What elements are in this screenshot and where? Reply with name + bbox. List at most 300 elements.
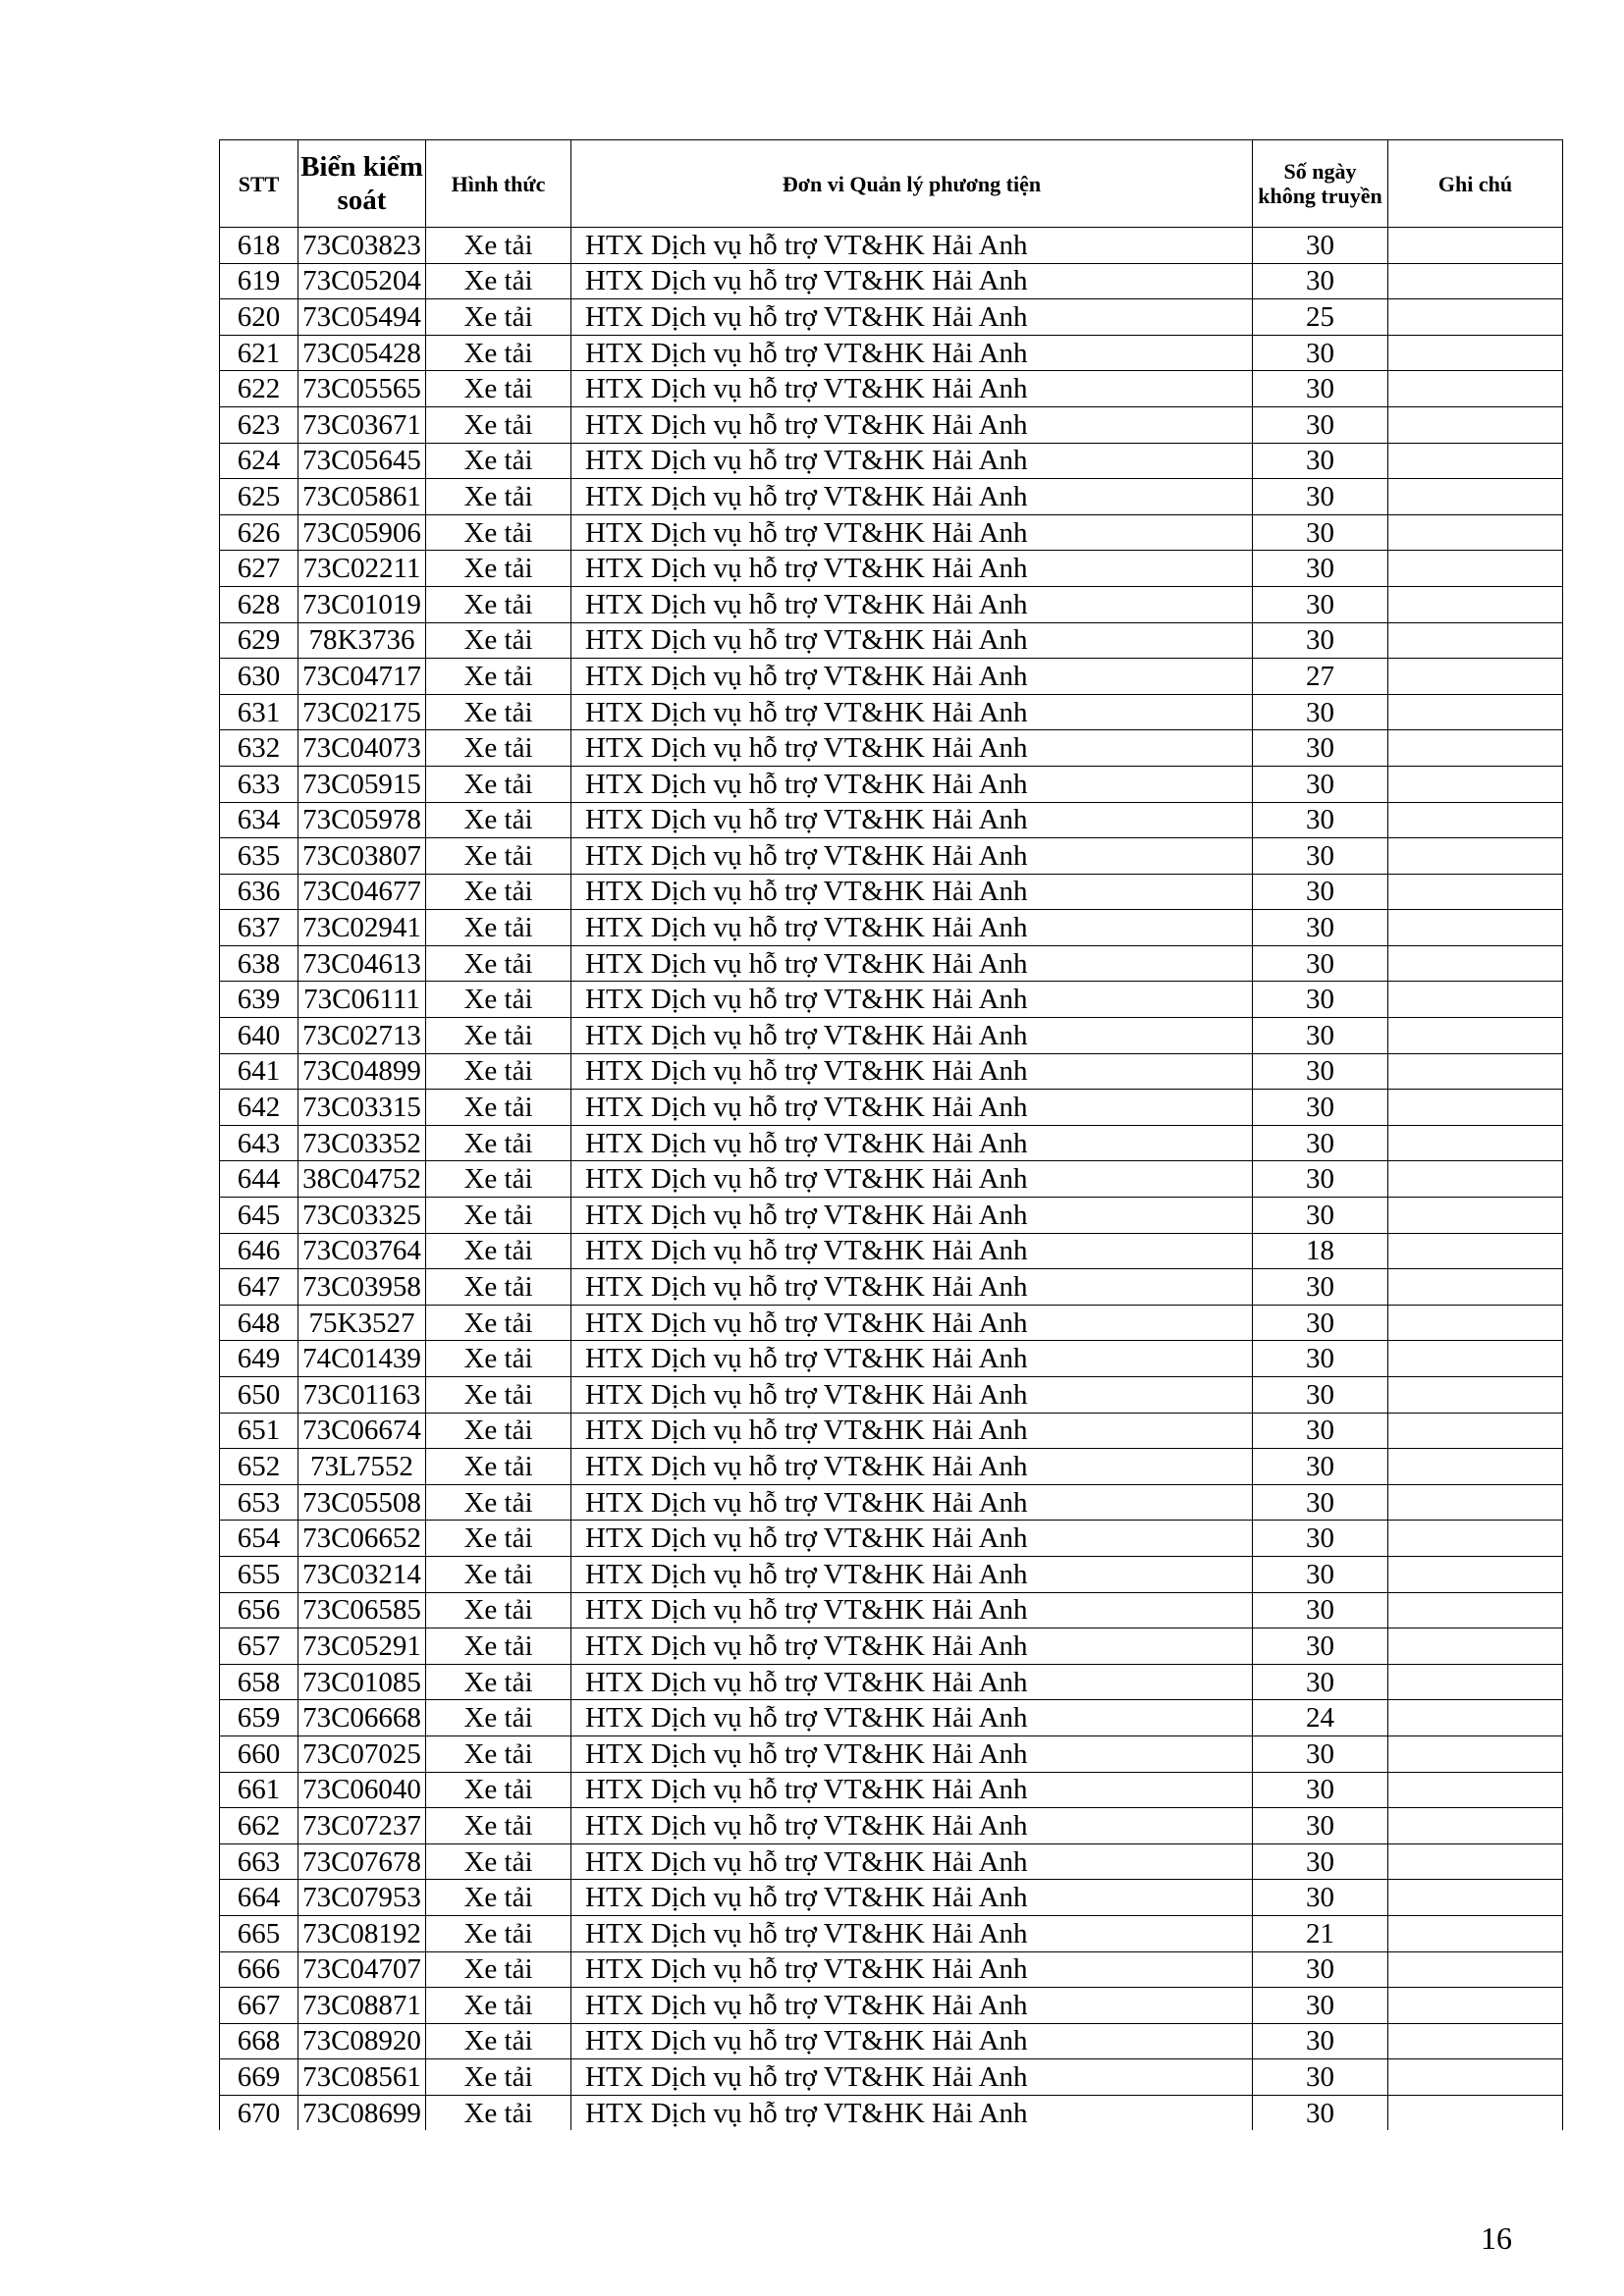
cell-so-ngay: 30	[1253, 514, 1388, 551]
cell-ghi-chu	[1388, 1090, 1563, 1126]
cell-so-ngay: 30	[1253, 2095, 1388, 2130]
cell-hinh-thuc: Xe tải	[426, 802, 571, 838]
table-row	[220, 982, 1563, 1018]
cell-so-ngay: 30	[1253, 1808, 1388, 1844]
cell-don-vi: HTX Dịch vụ hỗ trợ VT&HK Hải Anh	[571, 406, 1253, 443]
cell-so-ngay: 30	[1253, 1988, 1388, 2024]
cell-stt: 635	[220, 838, 298, 875]
cell-so-ngay: 30	[1253, 1341, 1388, 1377]
cell-ghi-chu	[1388, 514, 1563, 551]
cell-so-ngay: 30	[1253, 874, 1388, 910]
table-row	[220, 1413, 1563, 1449]
cell-so-ngay: 30	[1253, 1735, 1388, 1772]
table-row	[220, 838, 1563, 875]
cell-stt: 637	[220, 910, 298, 946]
table-row	[220, 406, 1563, 443]
cell-hinh-thuc: Xe tải	[426, 622, 571, 659]
cell-bien-kiem-soat: 73C04677	[298, 874, 426, 910]
cell-hinh-thuc: Xe tải	[426, 551, 571, 587]
cell-hinh-thuc: Xe tải	[426, 838, 571, 875]
cell-stt: 667	[220, 1988, 298, 2024]
cell-ghi-chu	[1388, 1772, 1563, 1808]
table-row	[220, 622, 1563, 659]
cell-ghi-chu	[1388, 622, 1563, 659]
cell-hinh-thuc: Xe tải	[426, 766, 571, 802]
cell-stt: 658	[220, 1664, 298, 1700]
cell-ghi-chu	[1388, 1951, 1563, 1988]
cell-ghi-chu	[1388, 2095, 1563, 2130]
cell-so-ngay: 30	[1253, 335, 1388, 371]
cell-bien-kiem-soat: 73C06111	[298, 982, 426, 1018]
cell-bien-kiem-soat: 73C02175	[298, 694, 426, 730]
cell-ghi-chu	[1388, 1988, 1563, 2024]
cell-stt: 641	[220, 1053, 298, 1090]
table-header-row	[220, 140, 1563, 228]
cell-stt: 620	[220, 299, 298, 336]
cell-stt: 647	[220, 1269, 298, 1306]
cell-so-ngay: 30	[1253, 1018, 1388, 1054]
table-row	[220, 514, 1563, 551]
cell-ghi-chu	[1388, 1808, 1563, 1844]
cell-bien-kiem-soat: 73C02713	[298, 1018, 426, 1054]
cell-hinh-thuc: Xe tải	[426, 1198, 571, 1234]
cell-hinh-thuc: Xe tải	[426, 1700, 571, 1736]
cell-ghi-chu	[1388, 1125, 1563, 1161]
cell-ghi-chu	[1388, 1377, 1563, 1414]
cell-stt: 640	[220, 1018, 298, 1054]
cell-so-ngay: 30	[1253, 1880, 1388, 1916]
cell-don-vi: HTX Dịch vụ hỗ trợ VT&HK Hải Anh	[571, 766, 1253, 802]
cell-ghi-chu	[1388, 406, 1563, 443]
cell-don-vi: HTX Dịch vụ hỗ trợ VT&HK Hải Anh	[571, 1592, 1253, 1629]
cell-stt: 666	[220, 1951, 298, 1988]
cell-stt: 636	[220, 874, 298, 910]
cell-don-vi: HTX Dịch vụ hỗ trợ VT&HK Hải Anh	[571, 1053, 1253, 1090]
cell-ghi-chu	[1388, 263, 1563, 299]
cell-ghi-chu	[1388, 1915, 1563, 1951]
cell-bien-kiem-soat: 73C05915	[298, 766, 426, 802]
cell-stt: 653	[220, 1484, 298, 1521]
table-row	[220, 874, 1563, 910]
cell-so-ngay: 30	[1253, 1664, 1388, 1700]
cell-ghi-chu	[1388, 1161, 1563, 1198]
cell-bien-kiem-soat: 73C03671	[298, 406, 426, 443]
cell-ghi-chu	[1388, 1484, 1563, 1521]
cell-hinh-thuc: Xe tải	[426, 1808, 571, 1844]
cell-stt: 651	[220, 1413, 298, 1449]
cell-bien-kiem-soat: 73C06668	[298, 1700, 426, 1736]
cell-hinh-thuc: Xe tải	[426, 1880, 571, 1916]
cell-so-ngay: 30	[1253, 910, 1388, 946]
cell-don-vi: HTX Dịch vụ hỗ trợ VT&HK Hải Anh	[571, 1772, 1253, 1808]
cell-ghi-chu	[1388, 1233, 1563, 1269]
cell-ghi-chu	[1388, 228, 1563, 264]
table-row	[220, 1880, 1563, 1916]
cell-so-ngay: 30	[1253, 586, 1388, 622]
cell-ghi-chu	[1388, 1305, 1563, 1341]
cell-ghi-chu	[1388, 1880, 1563, 1916]
cell-so-ngay: 27	[1253, 659, 1388, 695]
cell-don-vi: HTX Dịch vụ hỗ trợ VT&HK Hải Anh	[571, 1377, 1253, 1414]
cell-hinh-thuc: Xe tải	[426, 263, 571, 299]
cell-stt: 654	[220, 1521, 298, 1557]
cell-stt: 650	[220, 1377, 298, 1414]
cell-so-ngay: 21	[1253, 1915, 1388, 1951]
cell-don-vi: HTX Dịch vụ hỗ trợ VT&HK Hải Anh	[571, 1951, 1253, 1988]
cell-so-ngay: 30	[1253, 622, 1388, 659]
cell-hinh-thuc: Xe tải	[426, 1018, 571, 1054]
cell-stt: 668	[220, 2023, 298, 2059]
table-row	[220, 479, 1563, 515]
cell-ghi-chu	[1388, 1018, 1563, 1054]
table-row	[220, 1521, 1563, 1557]
cell-so-ngay: 30	[1253, 1592, 1388, 1629]
cell-don-vi: HTX Dịch vụ hỗ trợ VT&HK Hải Anh	[571, 263, 1253, 299]
table-row	[220, 2059, 1563, 2096]
cell-ghi-chu	[1388, 2023, 1563, 2059]
cell-so-ngay: 30	[1253, 1843, 1388, 1880]
cell-stt: 652	[220, 1449, 298, 1485]
cell-ghi-chu	[1388, 1592, 1563, 1629]
table-body	[220, 228, 1563, 2131]
cell-ghi-chu	[1388, 1413, 1563, 1449]
cell-hinh-thuc: Xe tải	[426, 1988, 571, 2024]
cell-ghi-chu	[1388, 1664, 1563, 1700]
cell-ghi-chu	[1388, 1843, 1563, 1880]
cell-hinh-thuc: Xe tải	[426, 945, 571, 982]
cell-bien-kiem-soat: 74C01439	[298, 1341, 426, 1377]
cell-stt: 670	[220, 2095, 298, 2130]
cell-hinh-thuc: Xe tải	[426, 1161, 571, 1198]
table-row	[220, 1629, 1563, 1665]
header-so-ngay: Số ngày không truyền	[1253, 140, 1388, 228]
cell-hinh-thuc: Xe tải	[426, 694, 571, 730]
header-hinh-thuc: Hình thức	[426, 140, 571, 228]
cell-bien-kiem-soat: 73C03352	[298, 1125, 426, 1161]
cell-hinh-thuc: Xe tải	[426, 730, 571, 767]
table-row	[220, 1449, 1563, 1485]
cell-stt: 623	[220, 406, 298, 443]
cell-don-vi: HTX Dịch vụ hỗ trợ VT&HK Hải Anh	[571, 1198, 1253, 1234]
vehicle-table	[219, 139, 1563, 2130]
cell-so-ngay: 30	[1253, 1053, 1388, 1090]
cell-ghi-chu	[1388, 766, 1563, 802]
table-row	[220, 1843, 1563, 1880]
cell-don-vi: HTX Dịch vụ hỗ trợ VT&HK Hải Anh	[571, 479, 1253, 515]
cell-so-ngay: 30	[1253, 1951, 1388, 1988]
cell-stt: 621	[220, 335, 298, 371]
cell-so-ngay: 30	[1253, 263, 1388, 299]
cell-bien-kiem-soat: 73C05861	[298, 479, 426, 515]
cell-don-vi: HTX Dịch vụ hỗ trợ VT&HK Hải Anh	[571, 1880, 1253, 1916]
cell-bien-kiem-soat: 73C05906	[298, 514, 426, 551]
header-don-vi: Đơn vi Quản lý phương tiện	[571, 140, 1253, 228]
cell-stt: 649	[220, 1341, 298, 1377]
cell-hinh-thuc: Xe tải	[426, 1413, 571, 1449]
table-row	[220, 443, 1563, 479]
cell-bien-kiem-soat: 73C05565	[298, 371, 426, 407]
cell-bien-kiem-soat: 73C05508	[298, 1484, 426, 1521]
cell-stt: 644	[220, 1161, 298, 1198]
cell-bien-kiem-soat: 73C05291	[298, 1629, 426, 1665]
cell-so-ngay: 30	[1253, 551, 1388, 587]
table-row	[220, 1269, 1563, 1306]
header-stt: STT	[220, 140, 298, 228]
table-row	[220, 802, 1563, 838]
cell-stt: 661	[220, 1772, 298, 1808]
cell-hinh-thuc: Xe tải	[426, 1629, 571, 1665]
cell-hinh-thuc: Xe tải	[426, 1377, 571, 1414]
cell-ghi-chu	[1388, 551, 1563, 587]
table-row	[220, 694, 1563, 730]
cell-don-vi: HTX Dịch vụ hỗ trợ VT&HK Hải Anh	[571, 1449, 1253, 1485]
cell-so-ngay: 30	[1253, 1377, 1388, 1414]
cell-don-vi: HTX Dịch vụ hỗ trợ VT&HK Hải Anh	[571, 802, 1253, 838]
cell-don-vi: HTX Dịch vụ hỗ trợ VT&HK Hải Anh	[571, 1521, 1253, 1557]
cell-bien-kiem-soat: 73C04613	[298, 945, 426, 982]
cell-so-ngay: 30	[1253, 1125, 1388, 1161]
cell-don-vi: HTX Dịch vụ hỗ trợ VT&HK Hải Anh	[571, 299, 1253, 336]
cell-don-vi: HTX Dịch vụ hỗ trợ VT&HK Hải Anh	[571, 1125, 1253, 1161]
cell-don-vi: HTX Dịch vụ hỗ trợ VT&HK Hải Anh	[571, 1664, 1253, 1700]
table-row	[220, 335, 1563, 371]
cell-stt: 630	[220, 659, 298, 695]
cell-so-ngay: 30	[1253, 406, 1388, 443]
cell-bien-kiem-soat: 73C05978	[298, 802, 426, 838]
cell-so-ngay: 25	[1253, 299, 1388, 336]
cell-hinh-thuc: Xe tải	[426, 2095, 571, 2130]
table-row	[220, 228, 1563, 264]
cell-so-ngay: 30	[1253, 1090, 1388, 1126]
cell-ghi-chu	[1388, 371, 1563, 407]
cell-so-ngay: 30	[1253, 1629, 1388, 1665]
cell-bien-kiem-soat: 73C04899	[298, 1053, 426, 1090]
cell-ghi-chu	[1388, 982, 1563, 1018]
cell-don-vi: HTX Dịch vụ hỗ trợ VT&HK Hải Anh	[571, 586, 1253, 622]
cell-bien-kiem-soat: 73C03325	[298, 1198, 426, 1234]
cell-stt: 633	[220, 766, 298, 802]
cell-stt: 663	[220, 1843, 298, 1880]
table-row	[220, 1161, 1563, 1198]
cell-stt: 626	[220, 514, 298, 551]
cell-so-ngay: 30	[1253, 2059, 1388, 2096]
cell-stt: 634	[220, 802, 298, 838]
cell-bien-kiem-soat: 73C05494	[298, 299, 426, 336]
cell-so-ngay: 30	[1253, 802, 1388, 838]
cell-ghi-chu	[1388, 479, 1563, 515]
cell-so-ngay: 30	[1253, 1161, 1388, 1198]
table-row	[220, 1053, 1563, 1090]
cell-hinh-thuc: Xe tải	[426, 514, 571, 551]
cell-hinh-thuc: Xe tải	[426, 1341, 571, 1377]
cell-bien-kiem-soat: 73C01085	[298, 1664, 426, 1700]
cell-bien-kiem-soat: 73C04073	[298, 730, 426, 767]
cell-stt: 622	[220, 371, 298, 407]
cell-hinh-thuc: Xe tải	[426, 910, 571, 946]
cell-don-vi: HTX Dịch vụ hỗ trợ VT&HK Hải Anh	[571, 982, 1253, 1018]
table-row	[220, 766, 1563, 802]
cell-hinh-thuc: Xe tải	[426, 1772, 571, 1808]
cell-stt: 646	[220, 1233, 298, 1269]
cell-bien-kiem-soat: 78K3736	[298, 622, 426, 659]
cell-hinh-thuc: Xe tải	[426, 1951, 571, 1988]
table-row	[220, 1090, 1563, 1126]
cell-bien-kiem-soat: 73C04707	[298, 1951, 426, 1988]
cell-don-vi: HTX Dịch vụ hỗ trợ VT&HK Hải Anh	[571, 910, 1253, 946]
cell-bien-kiem-soat: 73C06040	[298, 1772, 426, 1808]
cell-stt: 656	[220, 1592, 298, 1629]
cell-don-vi: HTX Dịch vụ hỗ trợ VT&HK Hải Anh	[571, 1413, 1253, 1449]
cell-stt: 638	[220, 945, 298, 982]
cell-bien-kiem-soat: 73C03315	[298, 1090, 426, 1126]
table-row	[220, 730, 1563, 767]
table-row	[220, 2095, 1563, 2130]
cell-hinh-thuc: Xe tải	[426, 1843, 571, 1880]
cell-hinh-thuc: Xe tải	[426, 1915, 571, 1951]
header-bien-kiem-soat: Biển kiểm soát	[298, 140, 426, 228]
cell-don-vi: HTX Dịch vụ hỗ trợ VT&HK Hải Anh	[571, 443, 1253, 479]
table-row	[220, 1341, 1563, 1377]
cell-stt: 631	[220, 694, 298, 730]
cell-ghi-chu	[1388, 335, 1563, 371]
page-number: 16	[1481, 2220, 1512, 2256]
cell-bien-kiem-soat: 73C06585	[298, 1592, 426, 1629]
cell-stt: 664	[220, 1880, 298, 1916]
cell-stt: 624	[220, 443, 298, 479]
cell-don-vi: HTX Dịch vụ hỗ trợ VT&HK Hải Anh	[571, 1556, 1253, 1592]
cell-so-ngay: 30	[1253, 1521, 1388, 1557]
cell-don-vi: HTX Dịch vụ hỗ trợ VT&HK Hải Anh	[571, 1843, 1253, 1880]
cell-don-vi: HTX Dịch vụ hỗ trợ VT&HK Hải Anh	[571, 874, 1253, 910]
cell-don-vi: HTX Dịch vụ hỗ trợ VT&HK Hải Anh	[571, 730, 1253, 767]
cell-bien-kiem-soat: 73C03958	[298, 1269, 426, 1306]
cell-hinh-thuc: Xe tải	[426, 1125, 571, 1161]
table-row	[220, 1556, 1563, 1592]
cell-ghi-chu	[1388, 1269, 1563, 1306]
cell-ghi-chu	[1388, 659, 1563, 695]
cell-don-vi: HTX Dịch vụ hỗ trợ VT&HK Hải Anh	[571, 371, 1253, 407]
cell-so-ngay: 18	[1253, 1233, 1388, 1269]
cell-don-vi: HTX Dịch vụ hỗ trợ VT&HK Hải Anh	[571, 1161, 1253, 1198]
cell-bien-kiem-soat: 73L7552	[298, 1449, 426, 1485]
cell-hinh-thuc: Xe tải	[426, 406, 571, 443]
cell-don-vi: HTX Dịch vụ hỗ trợ VT&HK Hải Anh	[571, 1808, 1253, 1844]
cell-stt: 659	[220, 1700, 298, 1736]
cell-hinh-thuc: Xe tải	[426, 1664, 571, 1700]
table-row	[220, 1664, 1563, 1700]
cell-ghi-chu	[1388, 1629, 1563, 1665]
cell-bien-kiem-soat: 73C05204	[298, 263, 426, 299]
cell-don-vi: HTX Dịch vụ hỗ trợ VT&HK Hải Anh	[571, 1090, 1253, 1126]
cell-hinh-thuc: Xe tải	[426, 586, 571, 622]
table-row	[220, 1988, 1563, 2024]
cell-stt: 662	[220, 1808, 298, 1844]
cell-stt: 625	[220, 479, 298, 515]
cell-so-ngay: 30	[1253, 2023, 1388, 2059]
cell-stt: 643	[220, 1125, 298, 1161]
cell-ghi-chu	[1388, 1198, 1563, 1234]
table-row	[220, 1700, 1563, 1736]
table-row	[220, 910, 1563, 946]
cell-stt: 628	[220, 586, 298, 622]
table-row	[220, 299, 1563, 336]
cell-ghi-chu	[1388, 694, 1563, 730]
cell-bien-kiem-soat: 73C03807	[298, 838, 426, 875]
table-row	[220, 1233, 1563, 1269]
cell-don-vi: HTX Dịch vụ hỗ trợ VT&HK Hải Anh	[571, 1269, 1253, 1306]
cell-bien-kiem-soat: 73C08192	[298, 1915, 426, 1951]
cell-so-ngay: 30	[1253, 443, 1388, 479]
table-row	[220, 371, 1563, 407]
cell-ghi-chu	[1388, 910, 1563, 946]
header-ghi-chu: Ghi chú	[1388, 140, 1563, 228]
cell-don-vi: HTX Dịch vụ hỗ trợ VT&HK Hải Anh	[571, 551, 1253, 587]
cell-hinh-thuc: Xe tải	[426, 371, 571, 407]
cell-ghi-chu	[1388, 1341, 1563, 1377]
cell-bien-kiem-soat: 73C06674	[298, 1413, 426, 1449]
cell-ghi-chu	[1388, 1700, 1563, 1736]
cell-bien-kiem-soat: 73C08920	[298, 2023, 426, 2059]
cell-bien-kiem-soat: 73C08699	[298, 2095, 426, 2130]
cell-so-ngay: 30	[1253, 1449, 1388, 1485]
cell-don-vi: HTX Dịch vụ hỗ trợ VT&HK Hải Anh	[571, 335, 1253, 371]
table-row	[220, 1808, 1563, 1844]
cell-so-ngay: 30	[1253, 1556, 1388, 1592]
cell-stt: 642	[220, 1090, 298, 1126]
cell-hinh-thuc: Xe tải	[426, 2059, 571, 2096]
cell-don-vi: HTX Dịch vụ hỗ trợ VT&HK Hải Anh	[571, 1915, 1253, 1951]
cell-hinh-thuc: Xe tải	[426, 1484, 571, 1521]
cell-hinh-thuc: Xe tải	[426, 299, 571, 336]
cell-bien-kiem-soat: 73C04717	[298, 659, 426, 695]
cell-bien-kiem-soat: 73C01163	[298, 1377, 426, 1414]
cell-don-vi: HTX Dịch vụ hỗ trợ VT&HK Hải Anh	[571, 2023, 1253, 2059]
cell-stt: 655	[220, 1556, 298, 1592]
cell-bien-kiem-soat: 73C07025	[298, 1735, 426, 1772]
cell-hinh-thuc: Xe tải	[426, 443, 571, 479]
table-row	[220, 1951, 1563, 1988]
cell-so-ngay: 30	[1253, 838, 1388, 875]
cell-bien-kiem-soat: 38C04752	[298, 1161, 426, 1198]
cell-hinh-thuc: Xe tải	[426, 1521, 571, 1557]
cell-bien-kiem-soat: 73C08561	[298, 2059, 426, 2096]
cell-hinh-thuc: Xe tải	[426, 1735, 571, 1772]
cell-bien-kiem-soat: 73C03823	[298, 228, 426, 264]
cell-don-vi: HTX Dịch vụ hỗ trợ VT&HK Hải Anh	[571, 1735, 1253, 1772]
table-row	[220, 1305, 1563, 1341]
cell-so-ngay: 24	[1253, 1700, 1388, 1736]
cell-so-ngay: 30	[1253, 1413, 1388, 1449]
cell-bien-kiem-soat: 73C06652	[298, 1521, 426, 1557]
cell-so-ngay: 30	[1253, 766, 1388, 802]
cell-stt: 657	[220, 1629, 298, 1665]
cell-don-vi: HTX Dịch vụ hỗ trợ VT&HK Hải Anh	[571, 659, 1253, 695]
table-row	[220, 1198, 1563, 1234]
cell-hinh-thuc: Xe tải	[426, 1592, 571, 1629]
cell-stt: 619	[220, 263, 298, 299]
cell-don-vi: HTX Dịch vụ hỗ trợ VT&HK Hải Anh	[571, 1305, 1253, 1341]
table-row	[220, 1772, 1563, 1808]
table-row	[220, 1592, 1563, 1629]
table-row	[220, 1484, 1563, 1521]
cell-bien-kiem-soat: 73C03764	[298, 1233, 426, 1269]
table-row	[220, 1735, 1563, 1772]
cell-stt: 639	[220, 982, 298, 1018]
cell-hinh-thuc: Xe tải	[426, 1556, 571, 1592]
cell-so-ngay: 30	[1253, 1269, 1388, 1306]
cell-stt: 632	[220, 730, 298, 767]
cell-bien-kiem-soat: 73C01019	[298, 586, 426, 622]
